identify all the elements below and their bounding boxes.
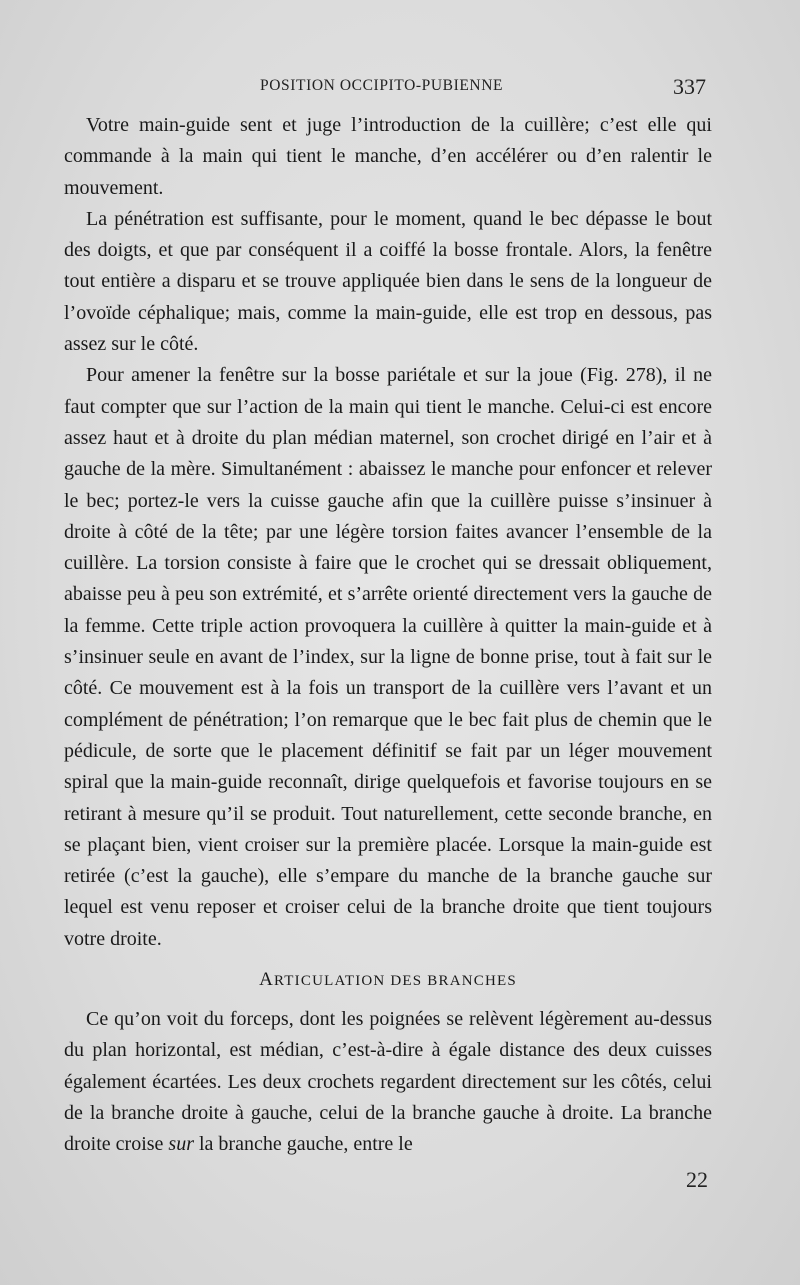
paragraph-articulation-tail: la branche gauche, entre le (193, 1133, 413, 1156)
body-text (64, 110, 712, 1161)
paragraph-window-placement: Pour amener la fenêtre sur la bosse pariétale et sur la joue (Fig. 278), il ne faut compter que sur l’action de la main qui tient le manche. Celui-ci est encore assez haut et à droite du plan médian maternel, son crochet dirigé en l’air et à gauche de la mère. Simultanément : abaissez le manche pour enfoncer et relever le bec; portez-le vers la cuisse gauche afin que la cuillère puisse s’insinuer à droite à côté de la tête; par une légère torsion faites avancer l’ensemble de la cuillère. La torsion consiste à faire que le crochet qui se dressait obliquement, abaisse peu à peu son extrémité, et s’arrête orienté directement vers la gauche de la femme. Cette triple action provoquera la cuillère à quitter la main-guide et à s’insinuer seule en avant de l’index, sur la ligne de bonne prise, tout à fait sur le côté. Ce mouvement est à la fois un transport de la cuillère vers l’avant et un complément de pénétration; l’on remarque que le bec fait plus de chemin que le pédicule, de sorte que le placement définitif se fait par un léger mouvement spiral que la main-guide reconnaît, dirige quelquefois et favorise toujours en se retirant à mesure qu’il se produit. Tout naturellement, cette seconde branche, en se plaçant bien, vient croiser sur la première placée. Lorsque la main-guide est retirée (c’est la gauche), elle s’empare du manche de la branche gauche sur lequel est venu reposer et croiser celui de la branche droite que tient toujours votre droite. (64, 364, 712, 950)
page-header (64, 74, 712, 104)
paragraph-guide-hand: Votre main-guide sent et juge l’introduction de la cuillère; c’est elle qui commande à la main qui tient le manche, d’en accélérer ou d’en ralentir le mouvement. (64, 114, 712, 199)
paragraph-articulation (64, 1004, 712, 1160)
signature-mark: 22 (686, 1167, 708, 1192)
section-heading-initial: A (259, 969, 274, 991)
page-number: 337 (673, 74, 706, 99)
paragraph-penetration: La pénétration est suffisante, pour le moment, quand le bec dépasse le bout des doigts, et que par conséquent il a coiffé la bosse frontale. Alors, la fenêtre tout entière a disparu et se trouve appliquée bien dans le sens de la longueur de l’ovoïde céphalique; mais, comme la main-guide, elle est trop en dessous, pas assez sur le côté. (64, 207, 712, 356)
emphasis-sur: sur (168, 1133, 194, 1156)
section-heading-rest: RTICULATION DES BRANCHES (274, 973, 517, 990)
section-heading (64, 967, 712, 994)
running-title: POSITION OCCIPITO-PUBIENNE (260, 77, 504, 94)
paragraph-articulation-text: Ce qu’on voit du forceps, dont les poignées se relèvent légèrement au-dessus du plan horizontal, est médian, c’est-à-dire à égale distance des deux cuisses également écartées. Les deux crochets regardent directement sur les côtés, celui de la branche droite à gauche, celui de la branche gauche à droite. La branche droite croise (64, 1008, 712, 1156)
